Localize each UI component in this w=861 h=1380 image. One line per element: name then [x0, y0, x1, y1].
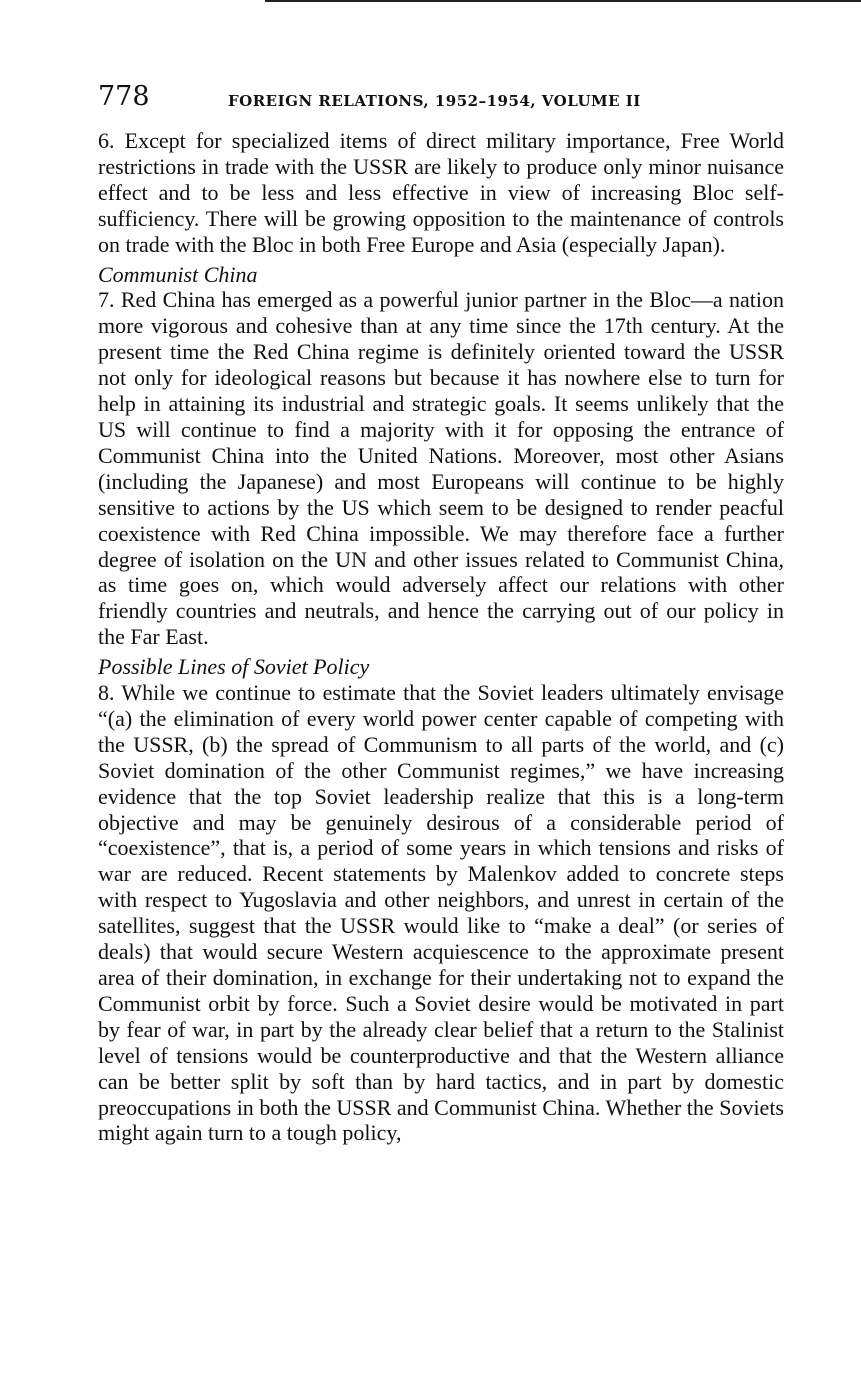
page-number: 778	[98, 81, 150, 112]
running-head: FOREIGN RELATIONS, 1952–1954, VOLUME II	[228, 92, 641, 110]
document-body	[98, 128, 784, 1146]
paragraph-6: 6. Except for specialized items of direct military importance, Free World restrictions in trade with the USSR are likely to produce only minor nuisance effect and to be less and less effective in view of increasing Bloc self-sufficiency. There will be growing opposition to the maintenance of controls on trade with the Bloc in both Free Europe and Asia (especially Japan).	[98, 128, 784, 257]
paragraph-8: 8. While we continue to estimate that the Soviet leaders ultimately envisage “(a) the elimination of every world power center capable of competing with the USSR, (b) the spread of Communism to all parts of the world, and (c) Soviet domination of the other Communist regimes,” we have increasing evidence that the top Soviet leadership realize that this is a long-term objective and may be genuinely desirous of a considerable period of “coexistence”, that is, a period of some years in which tensions and risks of war are reduced. Recent statements by Malenkov added to concrete steps with respect to Yugoslavia and other neighbors, and unrest in certain of the satellites, suggest that the USSR would like to “make a deal” (or series of deals) that would secure Western acquiescence to the approximate present area of their domination, in exchange for their undertaking not to expand the Communist orbit by force. Such a Soviet desire would be motivated in part by fear of war, in part by the already clear belief that a return to the Stalinist level of tensions would be counterproductive and that the Western alliance can be better split by soft than by hard tactics, and in part by domestic preoccupations in both the USSR and Communist China. Whether the Soviets might again turn to a tough policy,	[98, 680, 784, 1146]
page-header	[98, 82, 784, 116]
section-heading-communist-china: Communist China	[98, 261, 258, 287]
top-border-rule	[265, 0, 861, 2]
section-heading-soviet-policy: Possible Lines of Soviet Policy	[98, 654, 370, 680]
paragraph-7: 7. Red China has emerged as a powerful junior partner in the Bloc—a nation more vigorous and cohesive than at any time since the 17th century. At the present time the Red China regime is definitely oriented toward the USSR not only for ideological reasons but because it has nowhere else to turn for help in attaining its industrial and strategic goals. It seems unlikely that the US will continue to find a majority with it for opposing the entrance of Communist China into the United Nations. Moreover, most other Asians (including the Japanese) and most Europeans will continue to be highly sensitive to actions by the US which seem to be designed to render peacful coexistence with Red China impossible. We may therefore face a further degree of isolation on the UN and other issues related to Communist China, as time goes on, which would adversely affect our relations with other friendly countries and neutrals, and hence the carrying out of our policy in the Far East.	[98, 287, 784, 650]
